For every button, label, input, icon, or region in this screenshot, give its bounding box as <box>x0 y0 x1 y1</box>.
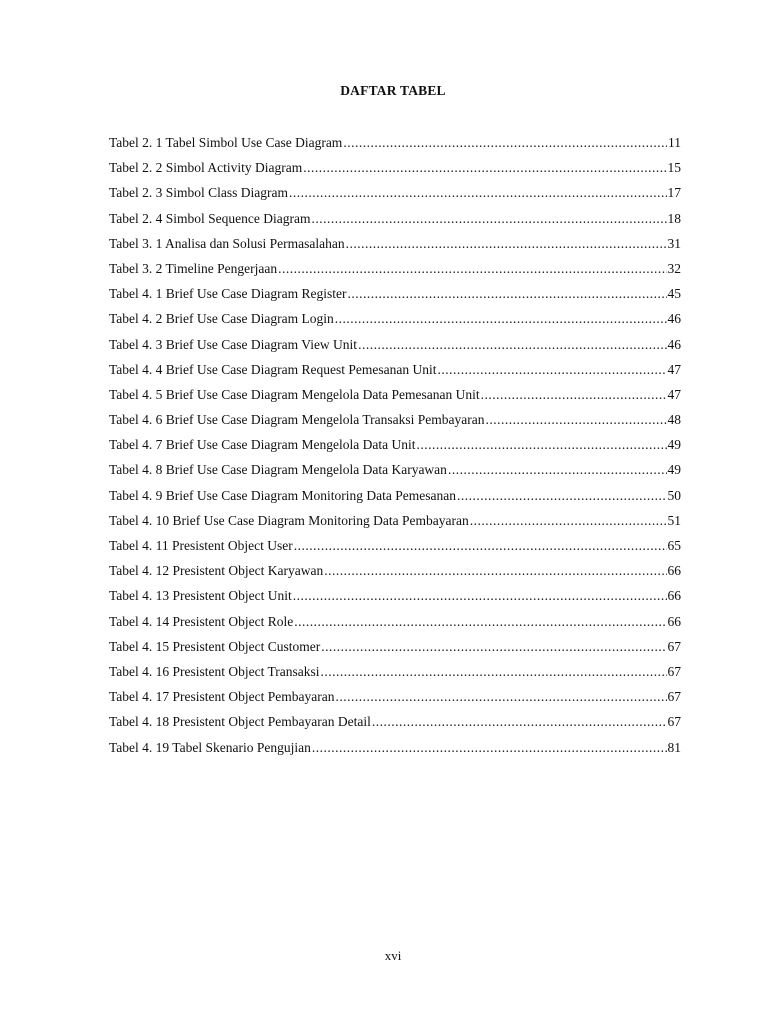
dot-leader <box>457 487 667 504</box>
table-list-entry[interactable] <box>109 537 681 562</box>
dot-leader <box>372 713 667 730</box>
entry-page-number: 32 <box>667 260 681 276</box>
table-list-entry[interactable] <box>109 386 681 411</box>
dot-leader <box>346 235 667 252</box>
dot-leader <box>289 184 666 201</box>
table-list-entry[interactable] <box>109 361 681 386</box>
entry-label: Tabel 4. 9 Brief Use Case Diagram Monitoring Data Pemesanan <box>109 487 456 503</box>
entry-page-number: 67 <box>667 689 681 705</box>
entry-label: Tabel 4. 8 Brief Use Case Diagram Mengelola Data Karyawan <box>109 462 447 478</box>
dot-leader <box>481 386 667 403</box>
entry-page-number: 48 <box>667 412 681 428</box>
dot-leader <box>347 285 666 302</box>
table-list-entry[interactable] <box>109 562 681 587</box>
dot-leader <box>324 562 666 579</box>
table-list-entry[interactable] <box>109 336 681 361</box>
table-list-entry[interactable] <box>109 638 681 663</box>
entry-page-number: 67 <box>667 638 681 654</box>
entry-label: Tabel 4. 7 Brief Use Case Diagram Mengelola Data Unit <box>109 437 416 453</box>
entry-label: Tabel 4. 19 Tabel Skenario Pengujian <box>109 739 311 755</box>
entry-label: Tabel 4. 1 Brief Use Case Diagram Register <box>109 286 347 302</box>
entry-page-number: 31 <box>667 235 681 251</box>
table-list-entry[interactable] <box>109 285 681 310</box>
dot-leader <box>437 361 666 378</box>
entry-label: Tabel 4. 17 Presistent Object Pembayaran <box>109 689 335 705</box>
entry-label: Tabel 3. 2 Timeline Pengerjaan <box>109 260 278 276</box>
entry-label: Tabel 4. 18 Presistent Object Pembayaran Detail <box>109 714 371 730</box>
entry-label: Tabel 2. 4 Simbol Sequence Diagram <box>109 210 311 226</box>
entry-page-number: 67 <box>667 714 681 730</box>
entry-label: Tabel 4. 10 Brief Use Case Diagram Monitoring Data Pembayaran <box>109 512 469 528</box>
entry-page-number: 51 <box>667 512 681 528</box>
page-number: xvi <box>384 948 402 963</box>
entry-label: Tabel 4. 3 Brief Use Case Diagram View Unit <box>109 336 358 352</box>
dot-leader <box>278 260 666 277</box>
dot-leader <box>294 613 666 630</box>
entry-page-number: 66 <box>667 563 681 579</box>
dot-leader <box>294 537 667 554</box>
dot-leader <box>303 159 666 176</box>
entry-page-number: 15 <box>667 160 681 176</box>
entry-page-number: 47 <box>667 361 681 377</box>
table-list-entry[interactable] <box>109 487 681 512</box>
table-list-entry[interactable] <box>109 159 681 184</box>
dot-leader <box>416 436 666 453</box>
table-list <box>109 134 681 764</box>
table-list-entry[interactable] <box>109 210 681 235</box>
table-list-entry[interactable] <box>109 260 681 285</box>
dot-leader <box>470 512 667 529</box>
entry-page-number: 66 <box>667 588 681 604</box>
entry-label: Tabel 4. 4 Brief Use Case Diagram Request Pemesanan Unit <box>109 361 437 377</box>
entry-label: Tabel 2. 1 Tabel Simbol Use Case Diagram <box>109 135 343 150</box>
entry-label: Tabel 2. 3 Simbol Class Diagram <box>109 185 289 201</box>
entry-page-number: 46 <box>667 311 681 327</box>
table-list-entry[interactable] <box>109 613 681 638</box>
table-list-entry[interactable] <box>109 587 681 612</box>
dot-leader <box>335 310 667 327</box>
entry-page-number: 66 <box>667 613 681 629</box>
table-list-entry[interactable] <box>109 512 681 537</box>
entry-label: Tabel 2. 2 Simbol Activity Diagram <box>109 160 303 176</box>
table-list-entry[interactable] <box>109 235 681 260</box>
table-list-entry[interactable] <box>109 411 681 436</box>
entry-label: Tabel 4. 12 Presistent Object Karyawan <box>109 563 324 579</box>
dot-leader <box>312 739 667 756</box>
entry-label: Tabel 4. 16 Presistent Object Transaksi <box>109 663 320 679</box>
dot-leader <box>321 638 666 655</box>
page-title: DAFTAR TABEL <box>340 83 446 98</box>
entry-label: Tabel 4. 2 Brief Use Case Diagram Login <box>109 311 334 327</box>
entry-page-number: 18 <box>667 210 681 226</box>
table-list-entry[interactable] <box>109 688 681 713</box>
entry-page-number: 47 <box>667 386 681 402</box>
entry-page-number: 81 <box>667 739 681 755</box>
entry-label: Tabel 4. 15 Presistent Object Customer <box>109 638 321 654</box>
entry-label: Tabel 4. 13 Presistent Object Unit <box>109 588 292 604</box>
table-list-entry[interactable] <box>109 134 681 159</box>
dot-leader <box>312 210 667 227</box>
table-list-entry[interactable] <box>109 184 681 209</box>
entry-page-number: 50 <box>667 487 681 503</box>
table-list-entry[interactable] <box>109 663 681 688</box>
entry-page-number: 65 <box>667 538 681 553</box>
dot-leader <box>448 461 667 478</box>
entry-label: Tabel 3. 1 Analisa dan Solusi Permasalahan <box>109 235 345 251</box>
entry-page-number: 67 <box>667 663 681 679</box>
table-list-entry[interactable] <box>109 713 681 738</box>
dot-leader <box>336 688 667 705</box>
entry-page-number: 46 <box>667 336 681 352</box>
dot-leader <box>485 411 666 428</box>
entry-label: Tabel 4. 11 Presistent Object User <box>109 538 293 553</box>
table-list-entry[interactable] <box>109 739 681 764</box>
entry-page-number: 49 <box>667 462 681 478</box>
entry-page-number: 17 <box>667 185 681 201</box>
entry-label: Tabel 4. 5 Brief Use Case Diagram Mengelola Data Pemesanan Unit <box>109 386 480 402</box>
table-list-entry[interactable] <box>109 436 681 461</box>
entry-label: Tabel 4. 6 Brief Use Case Diagram Mengelola Transaksi Pembayaran <box>109 412 485 428</box>
table-list-entry[interactable] <box>109 310 681 335</box>
dot-leader <box>321 663 667 680</box>
dot-leader <box>293 587 667 604</box>
dot-leader <box>343 134 667 151</box>
entry-page-number: 11 <box>668 135 681 150</box>
dot-leader <box>358 336 666 353</box>
entry-label: Tabel 4. 14 Presistent Object Role <box>109 613 294 629</box>
table-list-entry[interactable] <box>109 461 681 486</box>
entry-page-number: 45 <box>667 286 681 302</box>
entry-page-number: 49 <box>667 437 681 453</box>
